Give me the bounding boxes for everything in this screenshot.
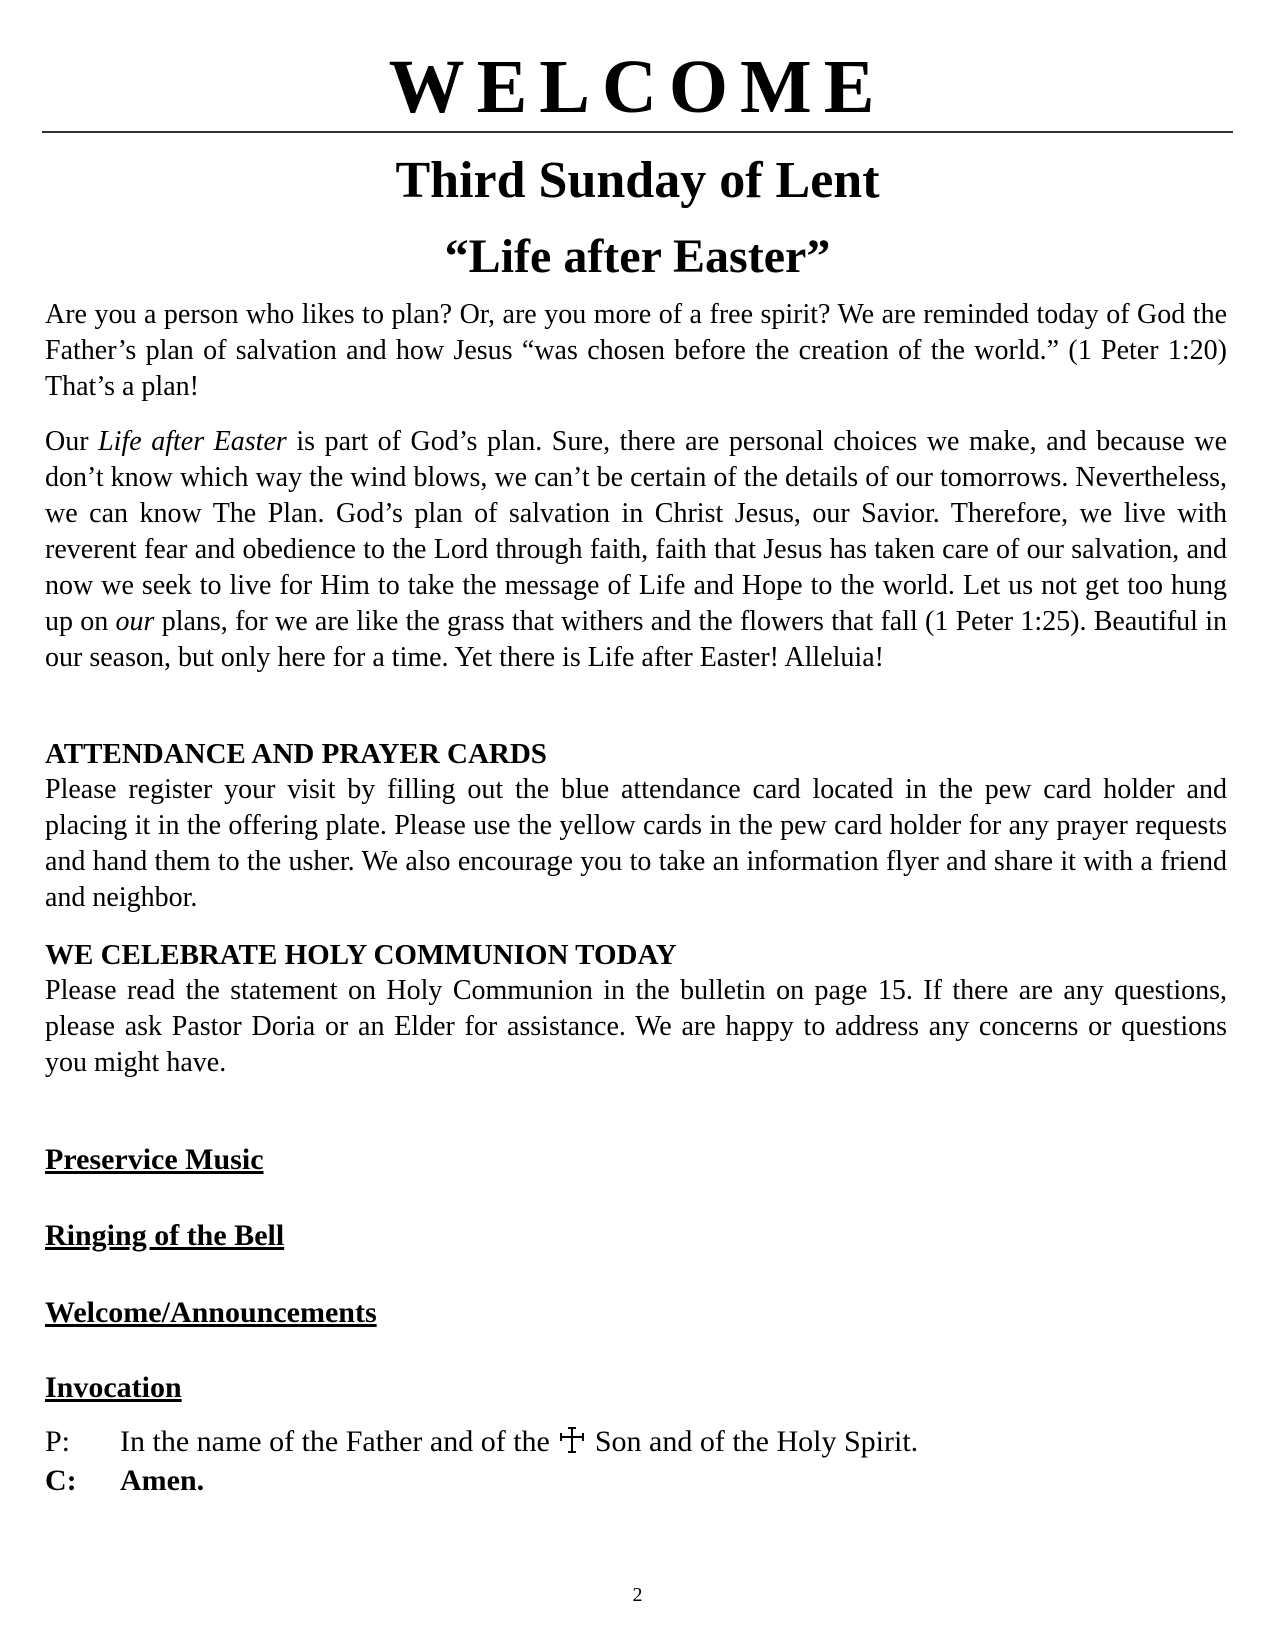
service-subtitle: Third Sunday of Lent [395,152,880,209]
congregation-role-label: C: [45,1464,77,1497]
page-number: 2 [632,1584,643,1606]
communion-heading: WE CELEBRATE HOLY COMMUNION TODAY [45,939,677,971]
intro-paragraph-1: Are you a person who likes to plan? Or, are you more of a free spirit? We are reminded today of God the Father’s plan of salvation and how Jesus “was chosen before the creation of the world.” (1 Peter 1:20) That’s a plan! [45,299,1227,402]
intro-paragraph-2 [45,424,1227,676]
communion-section [45,937,1227,1081]
service-theme: “Life after Easter” [444,230,831,283]
intro-p2-italic-2: our [115,606,155,637]
attendance-section [45,736,1227,916]
amen-response: Amen. [120,1464,205,1497]
preservice-music-heading: Preservice Music [45,1143,264,1176]
invocation-heading: Invocation [45,1371,182,1404]
page-title: WELCOME [388,45,887,129]
attendance-text: Please register your visit by filling out the blue attendance card located in the pew card holder and placing it in the offering plate. Please use the yellow cards in the pew card holder for any prayer requests and hand them to the usher. We also encourage you to take an information flyer and share it with a friend and neighbor. [45,774,1227,913]
attendance-heading: ATTENDANCE AND PRAYER CARDS [45,738,547,770]
intro-p2-italic-1: Life after Easter [98,426,287,457]
title-divider [42,131,1233,133]
invocation-text-before: In the name of the Father and of the [120,1425,558,1458]
intro-p2-text-2: is part of God’s plan. Sure, there are personal choices we make, and because we don’t know which way the wind blows, we can’t be certain of the details of our tomorrows. Nevertheless, we can know The Plan. God’s plan of salvation in Christ Jesus, our Savior. Therefore, we live with reverent fear and obedience to the Lord through faith, faith that Jesus has taken care of our salvation, and now we seek to live for Him to take the message of Life and Hope to the world. Let us not get too hung up on [45,426,1228,637]
invocation-congregation-line [45,1462,1227,1500]
invocation-text-after: Son and of the Holy Spirit. [587,1425,919,1458]
cross-icon [557,1425,587,1455]
invocation-pastor-line [45,1423,1227,1461]
intro-p2-text-1: Our [45,426,99,457]
pastor-role-label: P: [45,1425,71,1458]
announcements-heading: Welcome/Announcements [45,1296,377,1329]
intro-p2-text-3: plans, for we are like the grass that withers and the flowers that fall (1 Peter 1:25). Beautiful in our season, but only here for a time. Yet there is Life after Easter! Alleluia! [45,606,1227,673]
communion-text: Please read the statement on Holy Communion in the bulletin on page 15. If there are any questions, please ask Pastor Doria or an Elder for assistance. We are happy to address any concerns or questions you might have. [45,975,1227,1078]
ringing-bell-heading: Ringing of the Bell [45,1219,285,1252]
